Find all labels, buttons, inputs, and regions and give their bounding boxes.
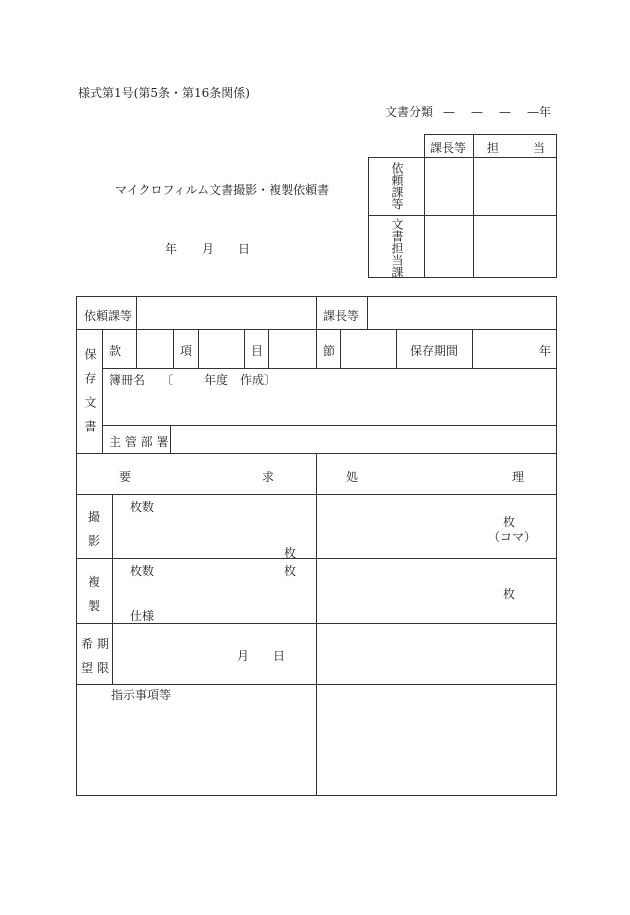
approval-row-requesting: 依頼課等 [390, 162, 404, 210]
request-header-a: 要 [119, 470, 132, 484]
copy-spec-label: 仕様 [130, 609, 155, 623]
kan-field[interactable] [137, 330, 173, 368]
deadline-k4: 限 [97, 661, 110, 675]
approval-cell-req-chief[interactable] [425, 158, 473, 215]
instructions-label: 指示事項等 [111, 688, 172, 702]
copy-count-field[interactable] [113, 576, 316, 606]
ledger-label: 簿冊名 [109, 373, 146, 387]
deadline-field[interactable] [113, 624, 316, 684]
copy-count-unit: 枚 [284, 564, 297, 578]
requesting-dept-label: 依頼課等 [84, 309, 133, 323]
instructions-field[interactable] [77, 700, 316, 795]
deadline-k1: 希 [81, 637, 94, 651]
date-year: 年 [165, 242, 178, 256]
instructions-process-field[interactable] [317, 685, 556, 795]
ledger-created: 作成〕 [240, 373, 277, 387]
copy-result-unit: 枚 [503, 587, 516, 601]
setsu-field[interactable] [341, 330, 396, 368]
date-month: 月 [202, 242, 215, 256]
deadline-process-field[interactable] [317, 624, 556, 684]
form-number: 様式第1号(第5条・第16条関係) [78, 86, 250, 100]
approval-col-chief: 課長等 [430, 141, 467, 155]
form-title: マイクロフィルム文書撮影・複製依頼書 [115, 183, 330, 197]
preserved-docs-label: 保存文書 [83, 348, 97, 444]
doc-class-year: 年 [539, 105, 552, 119]
retention-label: 保存期間 [410, 344, 459, 358]
kou-field[interactable] [199, 330, 244, 368]
deadline-k3: 望 [81, 661, 94, 675]
copy-label-b: 製 [88, 599, 101, 613]
approval-cell-req-staff[interactable] [474, 158, 556, 215]
photo-result-koma: （コマ） [488, 530, 537, 544]
kan-label: 款 [109, 344, 122, 358]
ledger-fiscal-year: 年度 [204, 373, 229, 387]
process-header-a: 処 [346, 470, 359, 484]
process-header-b: 理 [512, 470, 525, 484]
chief-field[interactable] [368, 297, 556, 329]
request-header-b: 求 [262, 470, 275, 484]
moku-label: 目 [251, 344, 264, 358]
requesting-dept-field[interactable] [137, 297, 316, 329]
ledger-field[interactable] [103, 386, 556, 425]
approval-col-staff-b: 当 [533, 141, 546, 155]
deadline-month: 月 [237, 649, 250, 663]
approval-cell-doc-staff[interactable] [474, 216, 556, 277]
copy-result-field[interactable] [317, 559, 556, 623]
date-day: 日 [238, 242, 251, 256]
managing-dept-field[interactable] [171, 426, 556, 453]
copy-count-label: 枚数 [130, 564, 155, 578]
photo-result-field[interactable] [317, 495, 556, 558]
photo-count-label: 枚数 [130, 500, 155, 514]
photo-count-unit: 枚 [284, 546, 297, 560]
doc-class-label: 文書分類 [385, 105, 434, 119]
doc-class-blanks[interactable]: — — — — [443, 105, 542, 119]
approval-row-doc-staff: 文書担当課 [390, 218, 404, 278]
moku-field[interactable] [269, 330, 316, 368]
deadline-k2: 期 [97, 637, 110, 651]
approval-cell-doc-chief[interactable] [425, 216, 473, 277]
photo-count-field[interactable] [113, 512, 316, 542]
photo-label-b: 影 [88, 534, 101, 548]
deadline-day: 日 [273, 649, 286, 663]
copy-label-a: 複 [88, 575, 101, 589]
photo-label-a: 撮 [88, 510, 101, 524]
retention-unit: 年 [539, 344, 552, 358]
chief-label: 課長等 [323, 309, 360, 323]
photo-result-unit: 枚 [503, 515, 516, 529]
approval-col-staff-a: 担 [487, 141, 500, 155]
managing-dept-label: 主 管 部 署 [109, 435, 169, 449]
setsu-label: 節 [323, 344, 336, 358]
kou-label: 項 [180, 344, 193, 358]
ledger-bracket-open: 〔 [161, 373, 174, 387]
